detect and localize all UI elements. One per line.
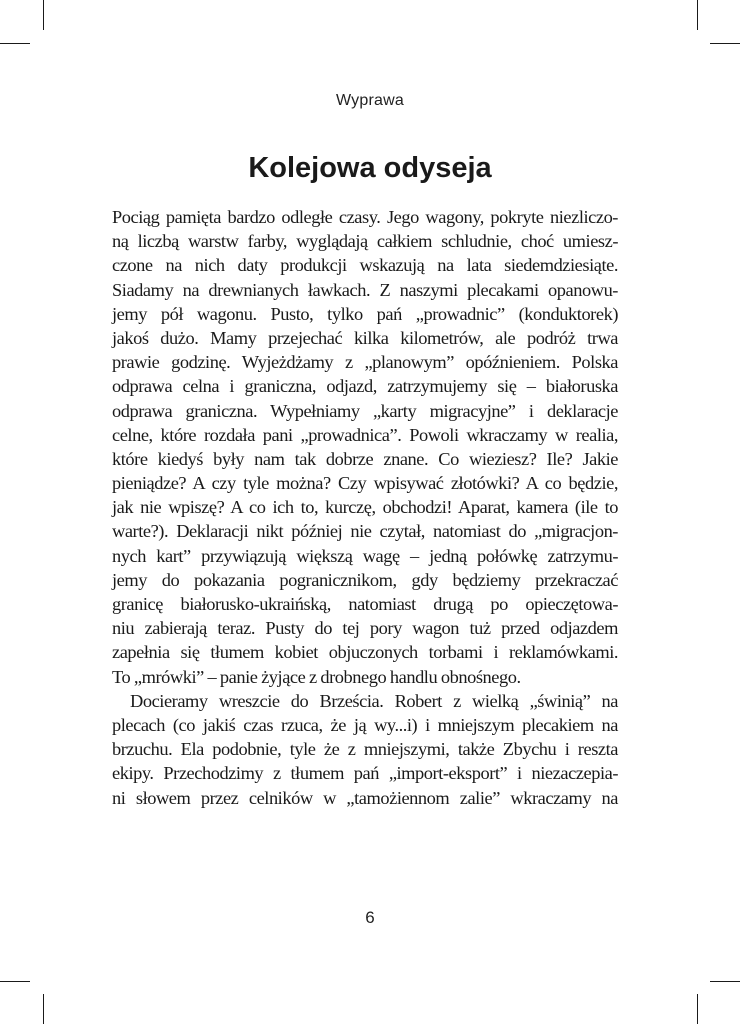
- text-line: jak nie wpiszę? A co ich to, kurczę, obchodzi! Aparat, kamera (ile to: [112, 497, 618, 518]
- running-head: Wyprawa: [336, 92, 404, 109]
- text-line: celne, które rozdała pani „prowadnica”. Powoli wkraczamy w realia,: [112, 424, 618, 445]
- crop-mark: [0, 981, 30, 982]
- crop-mark: [697, 994, 698, 1024]
- text-line: jemy pół wagonu. Pusto, tylko pań „prowadnic” (konduktorek): [112, 303, 618, 324]
- text-line: jakoś dużo. Mamy przejechać kilka kilometrów, ale podróż trwa: [112, 327, 618, 348]
- crop-mark: [43, 994, 44, 1024]
- page-number: 6: [365, 908, 375, 927]
- crop-mark: [710, 43, 740, 44]
- text-line: odprawa graniczna. Wypełniamy „karty migracyjne” i deklaracje: [112, 400, 618, 421]
- text-line: ną liczbą warstw farby, wyglądają całkiem schludnie, choć umiesz-: [112, 231, 618, 252]
- crop-mark: [697, 0, 698, 30]
- text-line: granicę białorusko-ukraińską, natomiast drugą po opieczętowa-: [112, 594, 618, 614]
- text-line: pieniądze? A czy tyle można? Czy wpisywać złotówki? A co będzie,: [112, 473, 618, 494]
- text-line: czone na nich daty produkcji wskazują na lata siedemdziesiąte.: [112, 255, 618, 276]
- text-line: jemy do pokazania pogranicznikom, gdy będziemy przekraczać: [112, 569, 618, 590]
- crop-mark: [710, 981, 740, 982]
- text-line: Docieramy wreszcie do Brześcia. Robert z wielką „świnią” na: [130, 690, 618, 711]
- text-line: plecach (co jakiś czas rzuca, że ją wy...i) i mniejszym plecakiem na: [112, 714, 618, 735]
- text-line: ni słowem przez celników w „tamożiennom zalie” wkraczamy na: [112, 787, 618, 808]
- text-line: zapełnia się tłumem kobiet objuczonych torbami i reklamówkami.: [112, 642, 618, 663]
- chapter-title: Kolejowa odyseja: [248, 152, 492, 184]
- text-line: odprawa celna i graniczna, odjazd, zatrzymujemy się – białoruska: [112, 376, 618, 397]
- text-line: prawie godzinę. Wyjeżdżamy z „planowym” opóźnieniem. Polska: [112, 352, 618, 373]
- text-line: brzuchu. Ela podobnie, tyle że z mniejszymi, także Zbychu i reszta: [112, 739, 618, 760]
- text-line: warte?). Deklaracji nikt później nie czytał, natomiast do „migracjon-: [112, 521, 618, 542]
- text-line: To „mrówki” – panie żyjące z drobnego handlu obnośnego.: [112, 666, 521, 687]
- text-line: które kiedyś były nam tak dobrze znane. Co wieziesz? Ile? Jakie: [112, 448, 618, 469]
- text-line: ekipy. Przechodzimy z tłumem pań „import-eksport” i niezaczepia-: [112, 763, 618, 784]
- body-text: [112, 205, 618, 810]
- text-line: Pociąg pamięta bardzo odległe czasy. Jego wagony, pokryte niezliczo-: [112, 207, 618, 227]
- text-line: nych kart” przywiązują większą wagę – jedną połówkę zatrzymu-: [112, 545, 618, 566]
- crop-mark: [0, 43, 30, 44]
- text-line: niu zabierają teraz. Pusty do tej pory wagon tuż przed odjazdem: [112, 618, 618, 639]
- text-line: Siadamy na drewnianych ławkach. Z naszymi plecakami opanowu-: [112, 279, 618, 300]
- crop-mark: [43, 0, 44, 30]
